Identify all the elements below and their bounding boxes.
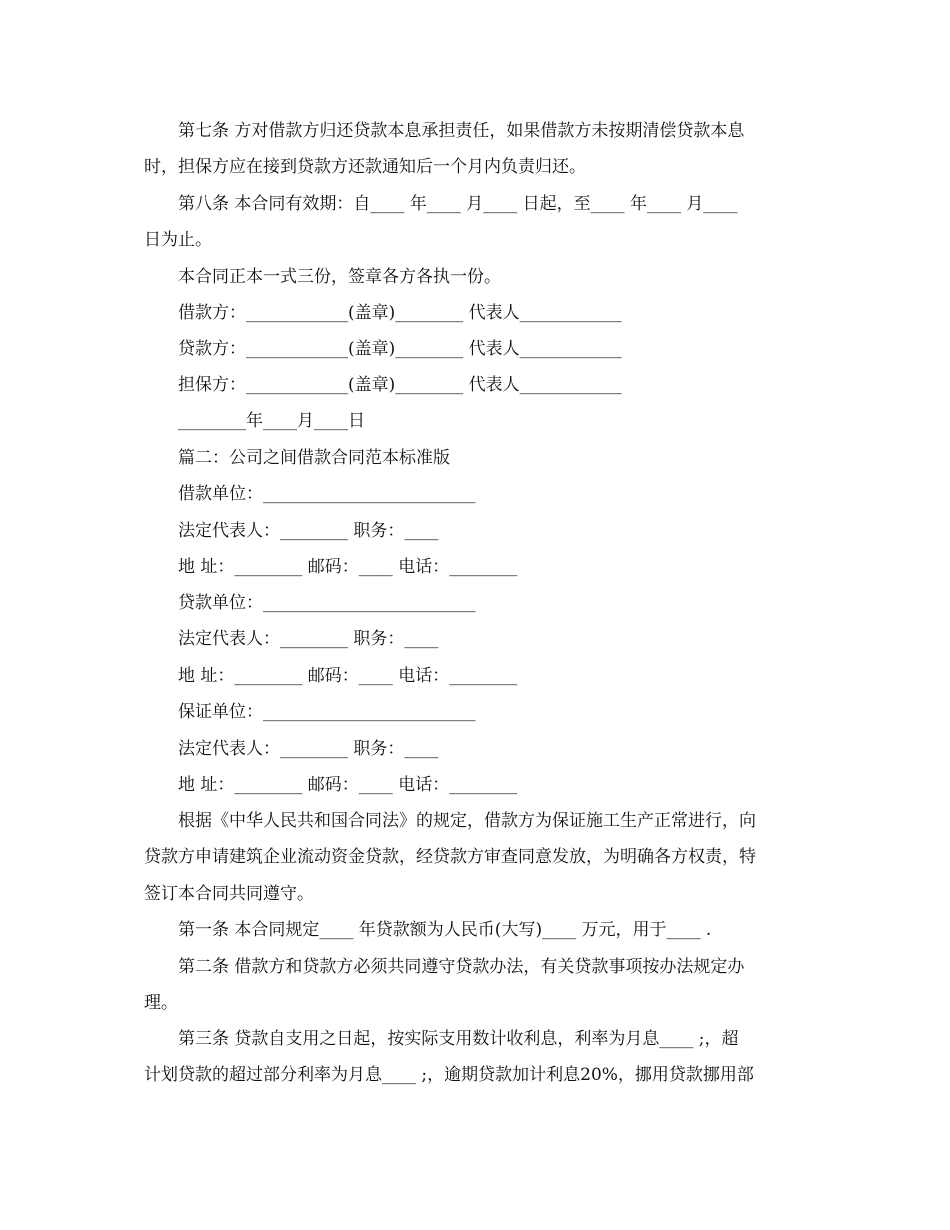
text-line: 地 址：________ 邮码：____ 电话：________ bbox=[178, 775, 518, 795]
signature-line-guarantor: 担保方：____________(盖章)________ 代表人____________ bbox=[178, 375, 622, 395]
text-line: 第一条 本合同规定____ 年贷款额为人民币(大写)____ 万元，用于____ . bbox=[178, 920, 712, 940]
text-line: 理。 bbox=[144, 993, 178, 1013]
text-line: 日为止。 bbox=[144, 230, 212, 250]
text-line: 签订本合同共同遵守。 bbox=[144, 884, 314, 904]
text-line: 第七条 方对借款方归还贷款本息承担责任，如果借款方未按期清偿贷款本息 bbox=[178, 121, 745, 141]
signature-line-lender: 贷款方：____________(盖章)________ 代表人____________ bbox=[178, 339, 622, 359]
text-line: 第三条 贷款自支用之日起，按实际支用数计收利息，利率为月息____ ;，超 bbox=[178, 1029, 739, 1049]
text-line: 法定代表人：________ 职务：____ bbox=[178, 739, 439, 759]
text-line: 地 址：________ 邮码：____ 电话：________ bbox=[178, 557, 518, 577]
date-line: ________年____月____日 bbox=[178, 411, 365, 431]
text-line: 计划贷款的超过部分利率为月息____ ;，逾期贷款加计利息20%，挪用贷款挪用部 bbox=[144, 1065, 754, 1085]
text-line: 法定代表人：________ 职务：____ bbox=[178, 629, 439, 649]
text-line: 法定代表人：________ 职务：____ bbox=[178, 521, 439, 541]
text-line: 第二条 借款方和贷款方必须共同遵守贷款办法，有关贷款事项按办法规定办 bbox=[178, 957, 745, 977]
text-line: 本合同正本一式三份，签章各方各执一份。 bbox=[178, 267, 501, 287]
text-line: 时，担保方应在接到贷款方还款通知后一个月内负责归还。 bbox=[144, 157, 586, 177]
text-line: 保证单位：_________________________ bbox=[178, 702, 476, 722]
signature-line-borrower: 借款方：____________(盖章)________ 代表人____________ bbox=[178, 303, 622, 323]
text-line: 借款单位：_________________________ bbox=[178, 484, 476, 504]
text-line: 贷款方申请建筑企业流动资金贷款，经贷款方审查同意发放，为明确各方权责，特 bbox=[144, 847, 756, 867]
text-line: 根据《中华人民共和国合同法》的规定，借款方为保证施工生产正常进行，向 bbox=[178, 811, 756, 831]
text-line: 贷款单位：_________________________ bbox=[178, 593, 476, 613]
text-line: 第八条 本合同有效期：自____ 年____ 月____ 日起，至____ 年____ 月____ bbox=[178, 194, 738, 214]
text-line: 地 址：________ 邮码：____ 电话：________ bbox=[178, 666, 518, 686]
section-title: 篇二：公司之间借款合同范本标准版 bbox=[178, 448, 450, 468]
